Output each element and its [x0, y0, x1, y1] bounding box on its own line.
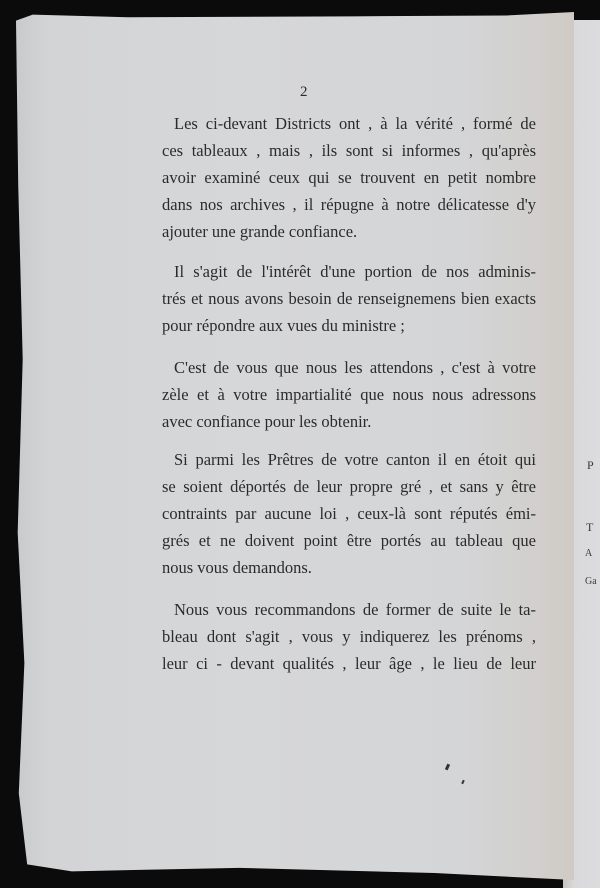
text-line: trés et nous avons besoin de renseignemens bien exacts	[162, 289, 536, 308]
text-line: contraints par aucune loi , ceux-là sont réputés émi-	[162, 504, 536, 523]
text-line: dans nos archives , il répugne à notre délicatesse d'y	[162, 195, 536, 214]
text-line: bleau dont s'agit , vous y indiquerez les prénoms ,	[162, 627, 536, 646]
facing-page-fragment: Ga	[585, 576, 597, 587]
paragraph-5	[162, 596, 536, 677]
text-line: Les ci-devant Districts ont , à la vérité , formé de	[174, 114, 536, 133]
page-number: 2	[300, 84, 308, 100]
paragraph-3	[162, 354, 536, 435]
text-line: Nous vous recommandons de former de suite le ta-	[174, 600, 536, 619]
text-line: C'est de vous que nous les attendons , c'est à votre	[174, 358, 536, 377]
facing-page-fragment: A	[585, 548, 593, 559]
text-line: se soient déportés de leur propre gré , et sans y être	[162, 477, 536, 496]
paragraph-1	[162, 110, 536, 245]
text-line: nous vous demandons.	[162, 558, 312, 577]
facing-page-fragment: T	[586, 520, 594, 534]
text-line: zèle et à votre impartialité que nous nous adressons	[162, 385, 536, 404]
text-line: ces tableaux , mais , ils sont si informes , qu'après	[162, 141, 536, 160]
text-line: pour répondre aux vues du ministre ;	[162, 316, 405, 335]
text-line: avec confiance pour les obtenir.	[162, 412, 372, 431]
paragraph-4	[162, 446, 536, 581]
text-line: avoir examiné ceux qui se trouvent en petit nombre	[162, 168, 536, 187]
text-line: leur ci - devant qualités , leur âge , le lieu de leur	[162, 654, 536, 673]
text-line: grés et ne doivent point être portés au tableau que	[162, 531, 536, 550]
text-line: Il s'agit de l'intérêt d'une portion de nos adminis-	[174, 262, 536, 281]
text-line: Si parmi les Prêtres de votre canton il en étoit qui	[174, 450, 536, 469]
text-line: ajouter une grande confiance.	[162, 222, 358, 241]
facing-page-fragment: P	[587, 458, 594, 472]
paragraph-2	[162, 258, 536, 339]
